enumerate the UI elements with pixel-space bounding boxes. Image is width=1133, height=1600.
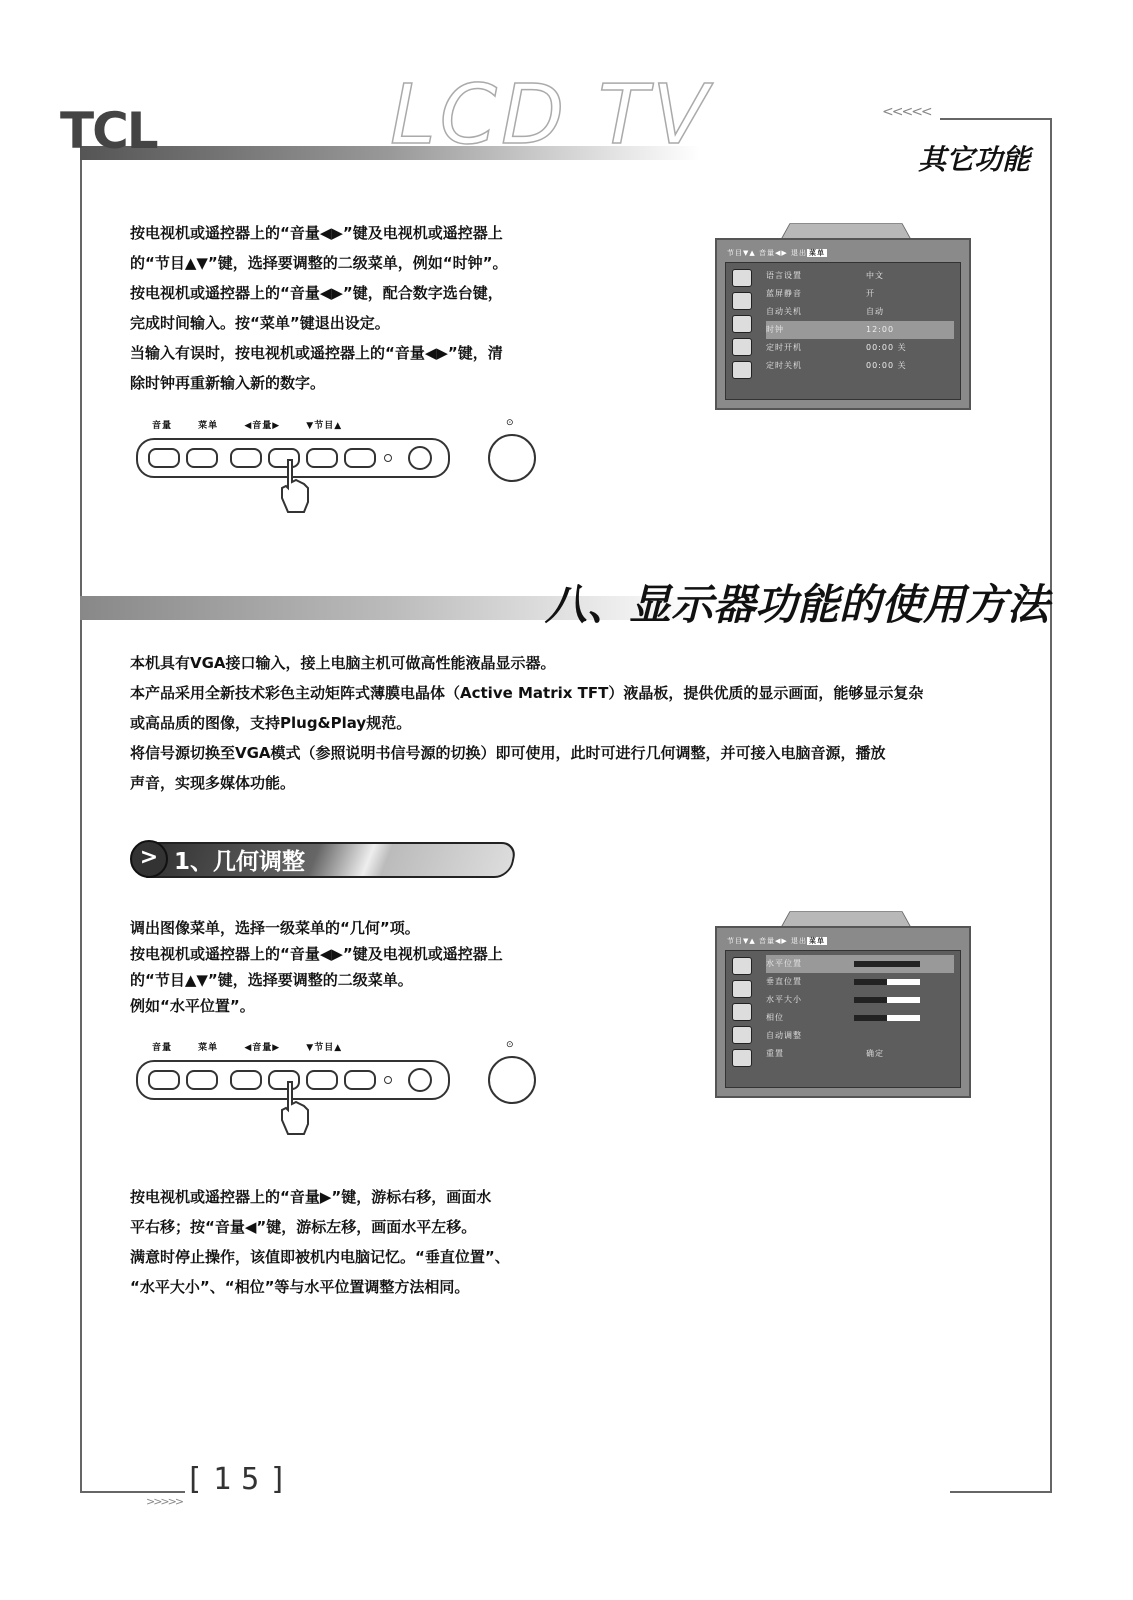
power-label: ⊙ xyxy=(506,418,514,428)
label-volume: 音量 xyxy=(152,1043,173,1053)
osd-icon-column xyxy=(732,269,758,384)
level-bar xyxy=(854,961,920,967)
intro-line: 完成时间输入。按“菜单”键退出设定。 xyxy=(130,314,390,332)
intro-line: 除时钟再重新输入新的数字。 xyxy=(130,374,326,392)
label-volume-arrows: ◀音量▶ xyxy=(244,1043,281,1053)
geometry-line: 按电视机或遥控器上的“音量◀▶”键及电视机或遥控器上 xyxy=(130,945,503,963)
panel-power-button xyxy=(408,446,432,470)
control-labels xyxy=(152,1040,364,1053)
osd-row: 相位 xyxy=(766,1009,954,1027)
osd-row: 定时关机 00:00 关 xyxy=(766,361,907,370)
power-knob xyxy=(488,434,536,482)
osd-header: 节目▼▲ 音量◀▶ 退出 菜单 xyxy=(727,937,826,945)
panel-button xyxy=(186,1070,218,1090)
osd-item-list xyxy=(766,267,954,375)
osd-row: 定时开机 00:00 关 xyxy=(766,343,907,352)
chevron-right-icon: > xyxy=(130,840,168,878)
sound-icon xyxy=(732,292,752,310)
section-tag: 其它功能 xyxy=(918,143,1031,176)
geometry-body-paragraph xyxy=(130,1182,590,1302)
intro-line: 的“节目▲▼”键，选择要调整的二级菜单，例如“时钟”。 xyxy=(130,254,508,272)
chapter-line: 本机具有VGA接口输入，接上电脑主机可做高性能液晶显示器。 xyxy=(130,654,556,672)
label-menu: 菜单 xyxy=(198,1043,219,1053)
tv-icon xyxy=(732,315,752,333)
level-bar xyxy=(854,979,920,985)
pointing-hand-icon xyxy=(276,456,316,516)
label-volume: 音量 xyxy=(152,421,173,431)
settings-icon xyxy=(732,361,752,379)
channel-icon xyxy=(732,1026,752,1044)
osd-inner xyxy=(725,950,961,1088)
osd-row: 语言设置 中文 xyxy=(766,271,884,280)
osd-row: 自动关机 自动 xyxy=(766,307,884,316)
intro-line: 按电视机或遥控器上的“音量◀▶”键及电视机或遥控器上 xyxy=(130,224,503,242)
osd-menu-other xyxy=(715,222,971,412)
panel-indicator xyxy=(384,454,392,462)
power-label: ⊙ xyxy=(506,1040,514,1050)
label-volume-arrows: ◀音量▶ xyxy=(244,421,281,431)
osd-row: 自动调整 xyxy=(766,1031,802,1040)
page-number: [15] xyxy=(185,1462,298,1497)
chapter-title: 八、显示器功能的使用方法 xyxy=(545,580,1050,629)
panel-button xyxy=(230,1070,262,1090)
tv-icon xyxy=(732,1003,752,1021)
section-heading-title: 1、几何调整 xyxy=(174,849,306,875)
level-bar xyxy=(854,997,920,1003)
channel-icon xyxy=(732,338,752,356)
product-title: LCD TV xyxy=(390,68,713,163)
settings-icon xyxy=(732,1049,752,1067)
intro-line: 当输入有误时，按电视机或遥控器上的“音量◀▶”键，清 xyxy=(130,344,503,362)
osd-frame xyxy=(715,238,971,410)
osd-row: 垂直位置 xyxy=(766,973,954,991)
control-labels xyxy=(152,418,364,431)
tv-control-panel-diagram-2 xyxy=(126,1040,546,1150)
pointing-hand-icon xyxy=(276,1078,316,1138)
power-knob xyxy=(488,1056,536,1104)
geometry-body-line: 满意时停止操作，该值即被机内电脑记忆。“垂直位置”、 xyxy=(130,1248,510,1266)
panel-button xyxy=(344,448,376,468)
panel-button xyxy=(230,448,262,468)
geometry-body-line: 按电视机或遥控器上的“音量▶”键，游标右移，画面水 xyxy=(130,1188,492,1206)
section-heading xyxy=(130,840,520,876)
panel-indicator xyxy=(384,1076,392,1084)
header-chevrons: <<<<< xyxy=(882,104,931,120)
chapter-line: 声音，实现多媒体功能。 xyxy=(130,774,296,792)
label-channel-arrows: ▼节目▲ xyxy=(306,1043,343,1053)
label-menu: 菜单 xyxy=(198,421,219,431)
page-border-top xyxy=(940,118,1052,120)
osd-row: 蓝屏静音 开 xyxy=(766,289,875,298)
geometry-body-line: 平右移；按“音量◀”键，游标左移，画面水平左移。 xyxy=(130,1218,477,1236)
brand-logo: TCL xyxy=(60,102,157,160)
osd-inner xyxy=(725,262,961,400)
chapter-intro-paragraph xyxy=(130,648,1010,798)
osd-row-selected: 水平位置 xyxy=(766,955,954,973)
panel-button xyxy=(148,1070,180,1090)
panel-button xyxy=(148,448,180,468)
page-number-value: 15 xyxy=(213,1462,270,1497)
page-border-bottom-left xyxy=(80,1491,185,1493)
geometry-line: 调出图像菜单，选择一级菜单的“几何”项。 xyxy=(130,919,420,937)
intro-paragraph xyxy=(130,218,590,398)
osd-icon-column xyxy=(732,957,758,1072)
footer-chevrons: >>>>> xyxy=(146,1495,183,1508)
page-border-right xyxy=(1050,118,1052,1493)
panel-button xyxy=(186,448,218,468)
geometry-intro-paragraph xyxy=(130,915,590,1019)
osd-header: 节目▼▲ 音量◀▶ 退出 菜单 xyxy=(727,249,826,257)
osd-frame xyxy=(715,926,971,1098)
chapter-line: 本产品采用全新技术彩色主动矩阵式薄膜电晶体（Active Matrix TFT）液晶板，提供优质的显示画面，能够显示复杂 xyxy=(130,684,924,702)
geometry-line: 的“节目▲▼”键，选择要调整的二级菜单。 xyxy=(130,971,413,989)
osd-menu-geometry xyxy=(715,910,971,1100)
panel-button xyxy=(344,1070,376,1090)
geometry-icon xyxy=(732,980,752,998)
page-border-bottom-right xyxy=(950,1491,1052,1493)
intro-line: 按电视机或遥控器上的“音量◀▶”键，配合数字选台键， xyxy=(130,284,503,302)
page-border-left xyxy=(80,158,82,1493)
geometry-body-line: “水平大小”、“相位”等与水平位置调整方法相同。 xyxy=(130,1278,470,1296)
chapter-line: 将信号源切换至VGA模式（参照说明书信号源的切换）即可使用，此时可进行几何调整，并可接入电脑音源，播放 xyxy=(130,744,886,762)
label-channel-arrows: ▼节目▲ xyxy=(306,421,343,431)
osd-item-list xyxy=(766,955,954,1063)
osd-row: 水平大小 xyxy=(766,991,954,1009)
tv-control-panel-diagram xyxy=(126,418,546,528)
panel-power-button xyxy=(408,1068,432,1092)
osd-row-selected: 时钟 12:00 xyxy=(766,321,954,339)
picture-icon xyxy=(732,957,752,975)
chapter-line: 或高品质的图像，支持Plug&Play规范。 xyxy=(130,714,412,732)
level-bar xyxy=(854,1015,920,1021)
osd-row: 重置 确定 xyxy=(766,1049,884,1058)
picture-icon xyxy=(732,269,752,287)
geometry-line: 例如“水平位置”。 xyxy=(130,997,255,1015)
